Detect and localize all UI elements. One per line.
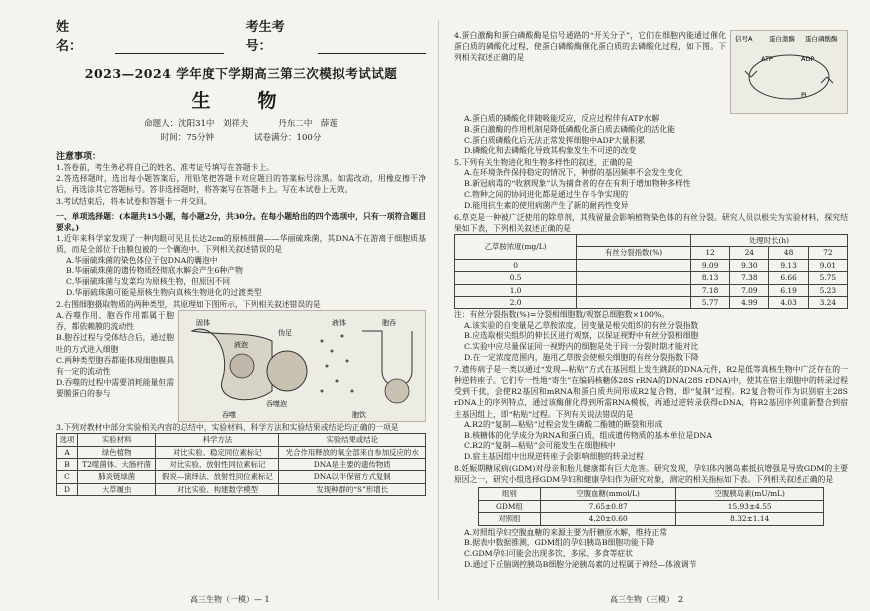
fig-label-phagosome: 吞噬泡	[266, 400, 287, 409]
table-header-cell: 空腹血糖(mmol/L)	[541, 488, 676, 500]
table-header-cell: 实验结果或结论	[279, 434, 426, 446]
table-row	[478, 513, 824, 525]
q8-table	[478, 487, 825, 525]
examno-blank[interactable]	[318, 41, 426, 54]
table-cell: 5.23	[808, 284, 847, 296]
examno-label: 考生考号：	[245, 20, 285, 54]
table-cell	[577, 272, 691, 284]
table-cell: 对比实验、构建数学模型	[156, 483, 279, 495]
q6-option-a: A.该实验的自变量是乙草胺浓度，因变量是根尖组织的有丝分裂指数	[464, 320, 699, 330]
table-row	[57, 446, 426, 458]
q3-table	[56, 433, 426, 496]
table-cell: B	[57, 459, 78, 471]
table-cell: 6.66	[769, 272, 808, 284]
time-line	[56, 131, 426, 143]
section-heading: 一、单项选择题：(本题共15小题，每小题2分，共30分。在每小题给出的四个选项中，只有一项符合题目要求。)	[56, 211, 426, 233]
table-cell: GDM组	[478, 500, 541, 512]
q5-option-c: C.物种之间的协同进化都是通过生存斗争实现的	[464, 189, 629, 199]
q1-option-c: C.华丽硫珠菌与发菜均为原核生物，但原因不同	[66, 277, 231, 287]
table-cell: DNA是主要的遗传物质	[279, 459, 426, 471]
q6-table	[454, 234, 848, 309]
q8-option-b: B.据表中数据推测，GDM组的孕妇胰岛B细胞功能下降	[464, 538, 655, 548]
q6-option-c: C.实验中应尽量保证同一视野内的细胞是处于同一分裂时期才能对比	[464, 342, 699, 352]
table-row	[57, 471, 426, 483]
q1-stem: 1.近年来科学家发现了一种肉眼可见且长达2cm的原核细菌——华丽硫珠菌，其DNA不在游离于细胞质基质，而是全部位于由膜包被的一个囊泡中。下列相关叙述错误的是	[56, 234, 426, 255]
fig-label-solid: 固体	[196, 319, 210, 328]
table-header-cell: 选项	[57, 434, 78, 446]
q4-option-c: C.蛋白质磷酸化后无法正常发挥细胞中ADP大量积累	[464, 135, 646, 145]
table-header-cell: 乙草胺浓度(mg/L)	[455, 234, 577, 259]
table-cell: 9.01	[808, 259, 847, 271]
table-cell: 3.24	[808, 297, 847, 309]
table-row	[455, 272, 848, 284]
q7-option-b: B.核糖体的化学成分为RNA和蛋白质，组成遗传物质的基本单位是DNA	[464, 430, 712, 440]
table-row	[455, 297, 848, 309]
page-footer-left: 高三生物（一模）— 1	[190, 595, 270, 604]
q1-option-b: B.华丽硫珠菌的遗传物质经彻底水解会产生6种产物	[66, 266, 243, 276]
table-cell: 对照组	[478, 513, 541, 525]
q1-option-a: A.华丽硫珠菌的染色体位于包DNA的囊泡中	[66, 255, 218, 265]
table-header-cell: 48	[769, 247, 808, 259]
q2-stem: 2.右图细胞摄取物质的两种类型，其原理如下图所示，下列相关叙述错误的是	[56, 299, 321, 309]
table-row	[478, 500, 824, 512]
table-header-cell: 空腹胰岛素(mU/mL)	[676, 488, 824, 500]
q6-option-d: D.在一定浓度范围内，施用乙草胺会使根尖细胞的有丝分裂指数下降	[464, 353, 699, 363]
q8-option-c: C.GDM孕妇可能会出现多饮、多尿、多食等症状	[464, 549, 633, 559]
kinase-figure	[730, 30, 848, 114]
fig-label-endocytosis: 胞吞	[382, 319, 396, 328]
q2-option-b: B.胞吞过程与受体结合后，通过胞吐的方式进入细胞	[56, 333, 174, 354]
table-header-row	[57, 434, 426, 446]
table-cell: 9.30	[730, 259, 769, 271]
table-cell	[577, 259, 691, 271]
q8-option-d: D.通过下丘脑调控胰岛B细胞分泌胰岛素的过程属于神经—体液调节	[464, 560, 697, 570]
table-cell: C	[57, 471, 78, 483]
table-row	[57, 459, 426, 471]
q4-block	[454, 30, 848, 114]
endocytosis-diagram	[179, 311, 425, 421]
subject-title: 生 物	[191, 90, 291, 112]
fig-label-vacuole: 液泡	[234, 341, 248, 350]
q4-text	[454, 30, 726, 114]
fig-caption-pinocytosis: 胞饮	[352, 411, 366, 420]
q8-stem: 8.妊娠期糖尿病(GDM)对母亲和胎儿健康都有巨大危害。研究发现，孕妇体内胰岛素抵抗增强是导致GDM的主要原因之一，研究小组选择GDM孕妇和健康孕妇作为研究对象，测定的相关指标如下表。下列相关叙述正确的是	[454, 464, 848, 485]
q6-stem: 6.草克是一种被广泛使用的除草剂，其残留量会影响植物染色体的有丝分裂。研究人员以根尖为实验材料，探究结果如下表，下列相关叙述正确的是	[454, 212, 848, 233]
table-header-cell: 72	[808, 247, 847, 259]
q8-option-a: A.对照组孕妇空腹血糖的来源主要为肝糖原水解，维持正常	[464, 527, 668, 537]
notice-item: 2.答选择题时，选出每小题答案后，用铅笔把答题卡对应题目的答案标号涂黑。如需改动，用橡皮擦干净后，再选涂其它答题标号。答非选择题时，将答案写在答题卡上。写在本试卷上无效。	[56, 174, 426, 195]
q5-option-a: A.在环境条件保持稳定的情况下，种群的基因频率不会发生变化	[464, 168, 683, 178]
table-cell: 大草履虫	[78, 483, 156, 495]
q7-stem: 7.遗传病子是一类以通过“发现—粘贴”方式在基因组上发生跳跃的DNA元件，R2是低等真核生物中广泛存在的一种逆转座子。它们专一性地“寄生”在编码核糖体28S rRNA的DNA(28S rDNA)中，使其在宿主细胞中的转录过程受到干扰，会使R2基因和mRNA和蛋白质共同形成R2复合物，即“复制”过程。R2复合物可作为识别宿主28S rDNA上的序列特点，通过该酶催化得到所需RNA模板，再通过逆转录获得cDNA，将R2基因序列重新整合到宿主基因组上，即“粘贴”过程。下列有关说法错误的是	[454, 364, 848, 419]
table-cell: 2.0	[455, 297, 577, 309]
notice-item: 1.答卷前，考生务必将自己的姓名、准考证号填写在答题卡上。	[56, 163, 274, 172]
q4-option-b: B.蛋白激酶的作用机制是降低磷酸化蛋白质去磷酸化的活化能	[464, 124, 675, 134]
table-cell: 5.75	[808, 272, 847, 284]
q2-option-c: C.两种类型胞吞都能体现细胞膜具有一定的流动性	[56, 355, 174, 377]
q6-note: 注：有丝分裂指数(%)=分裂相细胞数/观察总细胞数×100%。	[454, 310, 670, 320]
fig-label-atp: ATP	[761, 55, 773, 63]
author-1: 命题人：沈阳31中 刘祥夫	[144, 119, 249, 129]
table-cell: 6.19	[769, 284, 808, 296]
table-cell: 对比实验、稳定同位素标记	[156, 446, 279, 458]
q2-block	[56, 310, 426, 422]
right-page	[440, 0, 870, 611]
table-cell: T2噬菌体、大肠杆菌	[78, 459, 156, 471]
table-cell: 7.65±0.87	[541, 500, 676, 512]
table-cell: A	[57, 446, 78, 458]
table-cell: 0.5	[455, 272, 577, 284]
table-header-cell: 科学方法	[156, 434, 279, 446]
table-cell: 1.0	[455, 284, 577, 296]
table-header-cell: 实验材料	[78, 434, 156, 446]
table-header-cell: 有丝分裂指数(%)	[577, 247, 691, 259]
table-cell: 8.32±1.14	[676, 513, 824, 525]
cycle-arrow-left	[745, 71, 757, 77]
fig-label-signal: 信号A	[735, 35, 753, 43]
fig-label-adp: ADP	[801, 55, 815, 63]
table-cell: 光合作用释放的氧全部来自参加反应的水	[279, 446, 426, 458]
q7-option-c: C.R2的“复制—粘贴”会可能发生在细胞核中	[464, 441, 616, 451]
table-cell: 4.20±0.60	[541, 513, 676, 525]
name-blank[interactable]	[115, 41, 223, 54]
table-cell: 5.77	[690, 297, 729, 309]
table-header-row	[455, 234, 848, 246]
table-header-cell: 处理时长(h)	[690, 234, 847, 246]
table-cell: D	[57, 483, 78, 495]
q7-option-d: D.宿主基因组中出现逆转座子会影响细胞的转录过程	[464, 452, 644, 462]
table-row	[455, 259, 848, 271]
table-cell: 4.03	[769, 297, 808, 309]
table-cell	[577, 297, 691, 309]
q5-option-d: D.能用抗生素的使用病菌产生了新的耐药性变异	[464, 200, 629, 210]
table-cell: 假说—演绎法、放射性同位素标记	[156, 471, 279, 483]
cell-body-left	[267, 351, 307, 391]
table-cell: 发现种群的“S”形增长	[279, 483, 426, 495]
table-row	[57, 483, 426, 495]
table-cell: 0	[455, 259, 577, 271]
table-cell	[577, 284, 691, 296]
notice-heading: 注意事项：	[56, 152, 102, 162]
q2-options	[56, 310, 174, 422]
table-cell: 绿色植物	[78, 446, 156, 458]
author-line	[56, 117, 426, 129]
author-2: 丹东二中 薛莲	[278, 119, 338, 129]
cycle-arrow-right	[821, 77, 833, 83]
table-header-cell: 24	[730, 247, 769, 259]
kinase-cycle-diagram	[731, 31, 847, 113]
notice-item: 3.考试结束后，将本试卷和答题卡一并交回。	[56, 196, 212, 206]
page-footer-right: 高三生物（三模） 2	[610, 595, 684, 604]
table-cell: 7.38	[730, 272, 769, 284]
table-header-row	[478, 488, 824, 500]
table-header-cell	[577, 234, 691, 246]
table-header-cell: 组别	[478, 488, 541, 500]
table-row	[455, 284, 848, 296]
endocytosis-figure	[178, 310, 426, 422]
exam-title: 2023—2024 学年度下学期高三第三次模拟考试试题	[84, 66, 398, 81]
pinocytic-vesicle	[385, 379, 409, 403]
fig-label-phosphatase: 蛋白磷酸酶	[805, 35, 838, 43]
table-cell: 9.09	[690, 259, 729, 271]
table-cell: 肺炎链球菌	[78, 471, 156, 483]
fig-label-kinase: 蛋白激酶	[769, 35, 795, 43]
phagosome	[230, 354, 254, 378]
fig-caption-phagocytosis: 吞噬	[222, 411, 236, 420]
fig-label-pseudopod: 伪足	[278, 329, 292, 338]
table-cell: 15.93±4.55	[676, 500, 824, 512]
table-header-cell: 12	[690, 247, 729, 259]
table-cell: 7.09	[730, 284, 769, 296]
q4-stem: 4.蛋白激酶和蛋白磷酸酶是信号通路的“开关分子”，它们在细胞内能通过催化蛋白质的磷酸化过程，使蛋白磷酸酶催化蛋白质的去磷酸化过程，如下图。下列相关叙述正确的是	[454, 31, 726, 63]
name-label: 姓 名：	[56, 20, 83, 54]
pinocytosis-membrane	[362, 331, 412, 386]
q2-option-a: A.吞噬作用、胞吞作用都属于胞吞，都依赖膜的流动性	[56, 311, 174, 332]
fig-label-pi: Pi	[801, 91, 807, 99]
exam-time: 时间：75分钟	[160, 133, 215, 143]
table-cell: DNA以半保留方式复制	[279, 471, 426, 483]
q6-option-b: B.应选取根尖组织的伸长区进行观察，以保证视野中有丝分裂相细胞	[464, 331, 699, 341]
q1-option-d: D.华丽硫珠菌可能是原核生物向真核生物进化的过渡类型	[66, 288, 262, 298]
q4-option-d: D.磷酸化和去磷酸化导致其构象发生不可逆的改变	[464, 146, 637, 156]
q3-stem: 3.下列对教材中部分实验相关内容的总结中，实验材料、科学方法和实验结果或结论均正确的一项是	[56, 423, 399, 433]
table-cell: 9.13	[769, 259, 808, 271]
table-cell: 4.99	[730, 297, 769, 309]
fig-label-liquid: 液体	[332, 319, 346, 328]
table-cell: 对比实验、放射性同位素标记	[156, 459, 279, 471]
q5-stem: 5.下列有关生物进化和生物多样性的叙述，正确的是	[454, 158, 633, 168]
q5-option-b: B.新冠病毒的“收割现象”认为捕食者的存在有利于增加物种多样性	[464, 179, 691, 189]
exam-score: 试卷满分：100分	[254, 133, 322, 143]
q2-option-d: D.吞噬的过程中需要消耗能量但需要膜蛋白的参与	[56, 378, 174, 399]
name-line	[56, 20, 426, 54]
q4-option-a: A.蛋白质的磷酸化伴随吸能反应，反应过程伴有ATP水解	[464, 114, 660, 123]
table-cell: 8.13	[690, 272, 729, 284]
q7-option-a: A.R2的“复制—粘贴”过程会发生磷酸二酯键的断裂和形成	[464, 419, 663, 429]
table-cell: 7.18	[690, 284, 729, 296]
